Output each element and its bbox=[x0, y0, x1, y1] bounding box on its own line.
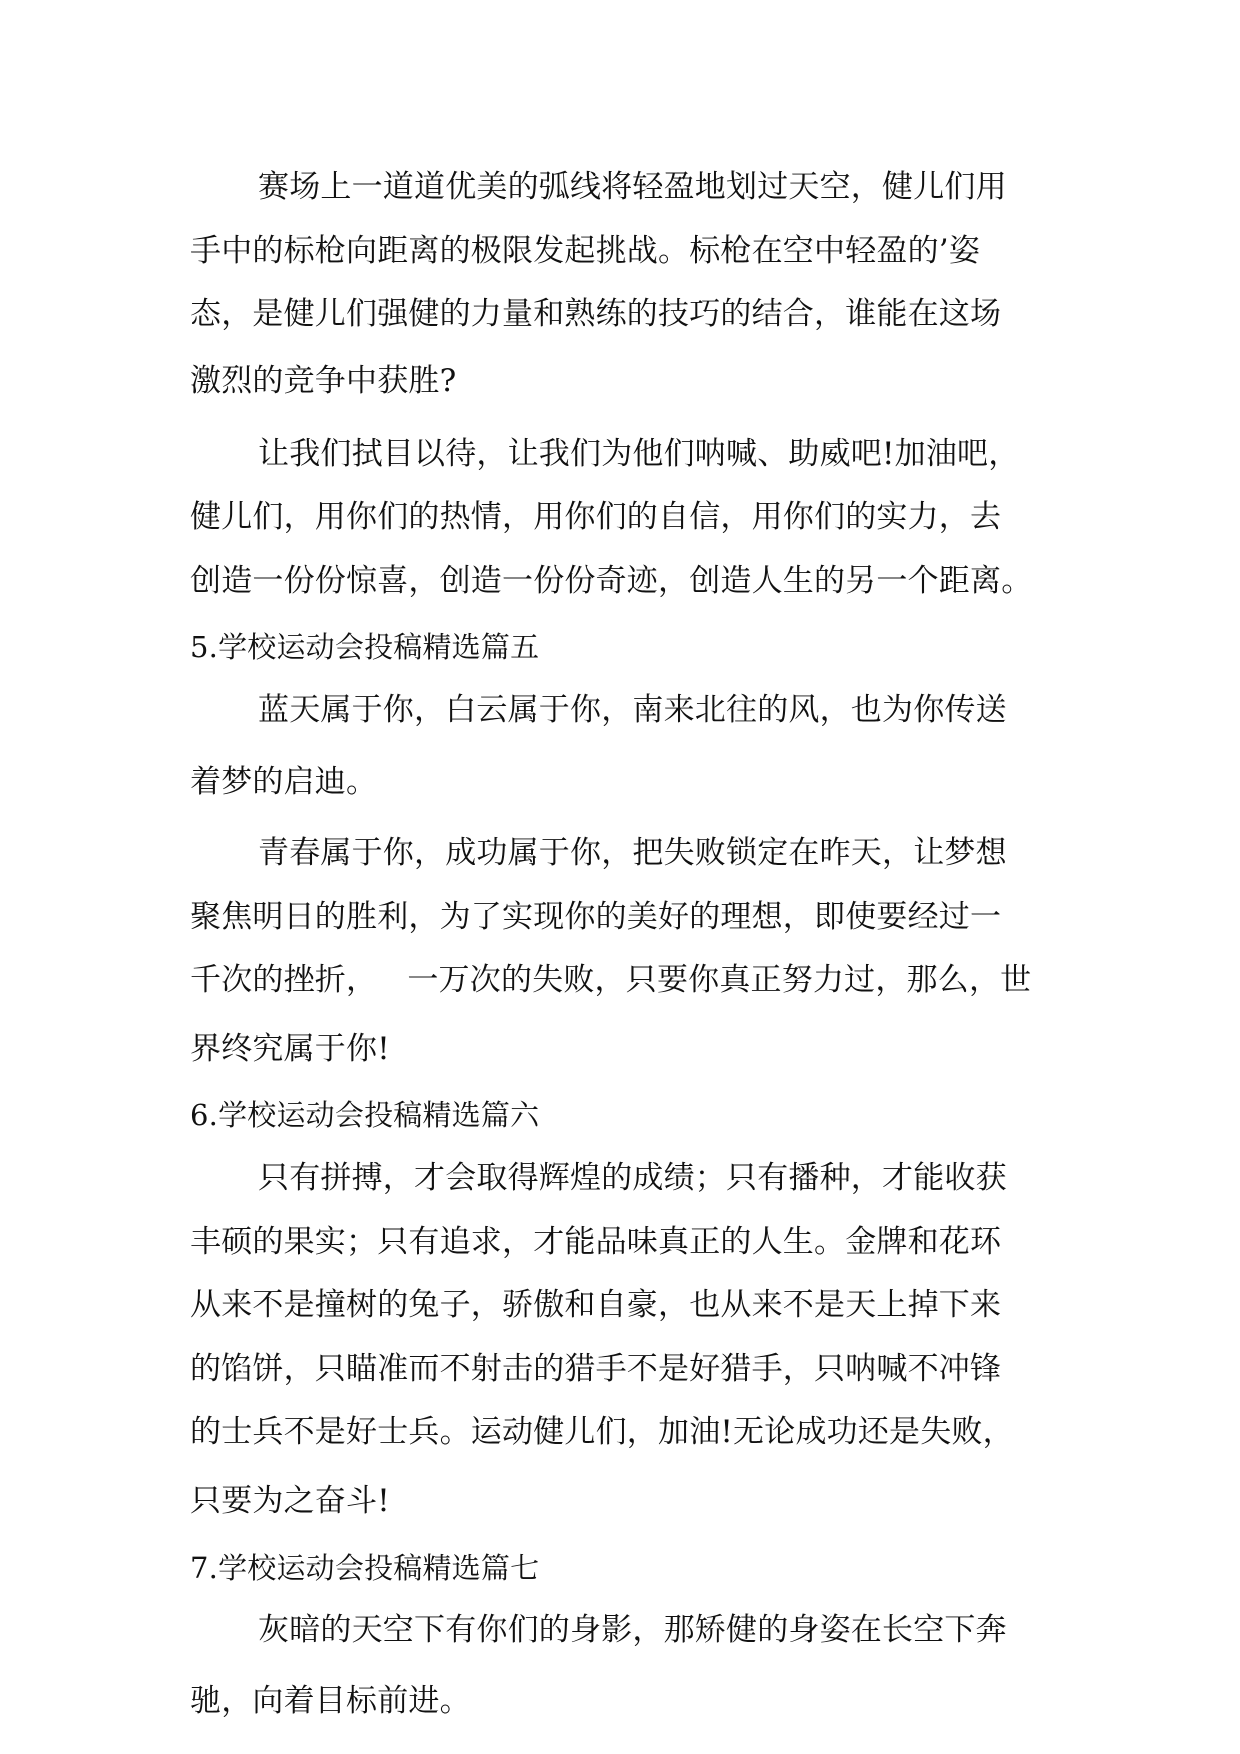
paragraph-line: 的馅饼，只瞄准而不射击的猎手不是好猎手，只呐喊不冲锋 bbox=[190, 1351, 1002, 1387]
section-heading: 7.学校运动会投稿精选篇七 bbox=[190, 1551, 540, 1585]
paragraph-line: 健儿们，用你们的热情，用你们的自信，用你们的实力，去 bbox=[190, 499, 1002, 535]
paragraph-line: 只有拼搏，才会取得辉煌的成绩；只有播种，才能收获 bbox=[258, 1160, 1007, 1196]
paragraph-line: 的士兵不是好士兵。运动健儿们，加油!无论成功还是失败， bbox=[190, 1414, 1014, 1450]
paragraph-line: 创造一份份惊喜，创造一份份奇迹，创造人生的另一个距离。 bbox=[190, 563, 1033, 599]
paragraph-line: 千次的挫折， 一万次的失败，只要你真正努力过，那么，世 bbox=[190, 962, 1032, 998]
paragraph-line: 手中的标枪向距离的极限发起挑战。标枪在空中轻盈的’姿 bbox=[190, 233, 981, 269]
paragraph-line: 界终究属于你! bbox=[190, 1031, 390, 1067]
paragraph-line: 驰，向着目标前进。 bbox=[190, 1683, 471, 1719]
paragraph-line: 青春属于你，成功属于你，把失败锁定在昨天，让梦想 bbox=[258, 835, 1007, 871]
paragraph-line: 激烈的竞争中获胜? bbox=[190, 363, 457, 399]
section-heading: 5.学校运动会投稿精选篇五 bbox=[190, 630, 540, 664]
paragraph-line: 赛场上一道道优美的弧线将轻盈地划过天空，健儿们用 bbox=[258, 169, 1007, 205]
paragraph-line: 态，是健儿们强健的力量和熟练的技巧的结合，谁能在这场 bbox=[190, 296, 1002, 332]
paragraph-line: 蓝天属于你，白云属于你，南来北往的风，也为你传送 bbox=[258, 692, 1007, 728]
paragraph-line: 着梦的启迪。 bbox=[190, 764, 378, 800]
paragraph-line: 从来不是撞树的兔子，骄傲和自豪，也从来不是天上掉下来 bbox=[190, 1287, 1002, 1323]
section-heading: 6.学校运动会投稿精选篇六 bbox=[190, 1098, 540, 1132]
paragraph-line: 只要为之奋斗! bbox=[190, 1483, 390, 1519]
paragraph-line: 灰暗的天空下有你们的身影，那矫健的身姿在长空下奔 bbox=[258, 1612, 1007, 1648]
paragraph-line: 让我们拭目以待，让我们为他们呐喊、助威吧!加油吧， bbox=[258, 436, 1020, 472]
paragraph-line: 丰硕的果实；只有追求，才能品味真正的人生。金牌和花环 bbox=[190, 1224, 1002, 1260]
paragraph-line: 聚焦明日的胜利，为了实现你的美好的理想，即使要经过一 bbox=[190, 899, 1002, 935]
